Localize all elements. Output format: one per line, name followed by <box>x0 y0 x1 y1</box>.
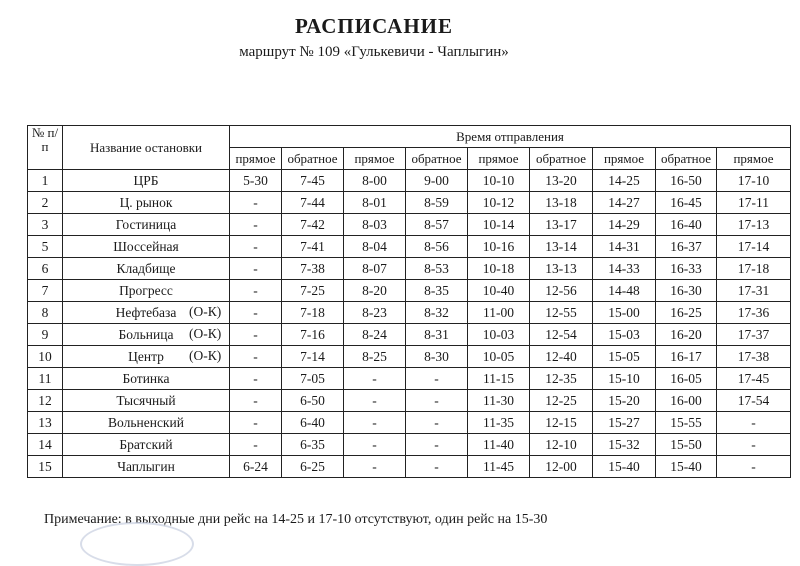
time-cell: 6-50 <box>282 390 344 412</box>
row-number: 11 <box>28 368 63 390</box>
time-cell: 11-15 <box>468 368 530 390</box>
time-cell: 13-20 <box>530 170 593 192</box>
stop-name: Ц. рынок <box>119 194 173 210</box>
table-row <box>28 258 791 280</box>
time-cell: - <box>406 368 468 390</box>
stop-code: (О-К) <box>189 304 222 319</box>
row-number: 2 <box>28 192 63 214</box>
time-cell: 14-31 <box>593 236 656 258</box>
time-cell: 14-27 <box>593 192 656 214</box>
time-cell: 6-35 <box>282 434 344 456</box>
direction-header: прямое <box>468 148 530 170</box>
time-cell: 15-27 <box>593 412 656 434</box>
time-cell: 17-37 <box>717 324 791 346</box>
table-row <box>28 368 791 390</box>
column-header-stop-name: Название остановки <box>63 126 230 170</box>
table-row <box>28 346 791 368</box>
time-cell: - <box>344 412 406 434</box>
time-cell: 17-10 <box>717 170 791 192</box>
direction-header: обратное <box>282 148 344 170</box>
stop-name-cell <box>63 412 230 434</box>
row-number: 8 <box>28 302 63 324</box>
route-subtitle: маршрут № 109 «Гулькевичи - Чаплыгин» <box>239 44 509 60</box>
direction-header: обратное <box>530 148 593 170</box>
direction-header: обратное <box>406 148 468 170</box>
stop-name: Ботинка <box>122 370 170 386</box>
time-cell: - <box>717 456 791 478</box>
stop-name: Прогресс <box>119 282 173 298</box>
time-cell: - <box>344 368 406 390</box>
column-header-departure-time: Время отправления <box>230 126 791 148</box>
time-cell: 14-48 <box>593 280 656 302</box>
table-row <box>28 280 791 302</box>
stop-name-cell <box>63 324 230 346</box>
stop-code: (О-К) <box>189 348 222 363</box>
time-cell: 8-20 <box>344 280 406 302</box>
time-cell: - <box>230 368 282 390</box>
stop-name: Нефтебаза <box>115 304 177 320</box>
stop-name: Кладбище <box>116 260 176 276</box>
time-cell: 7-38 <box>282 258 344 280</box>
time-cell: 7-25 <box>282 280 344 302</box>
stop-name-cell <box>63 346 230 368</box>
stop-name: Шоссейная <box>113 238 179 254</box>
time-cell: - <box>230 214 282 236</box>
direction-header: прямое <box>593 148 656 170</box>
time-cell: 7-14 <box>282 346 344 368</box>
table-row <box>28 412 791 434</box>
time-cell: 11-45 <box>468 456 530 478</box>
stop-name: Тысячный <box>116 392 176 408</box>
row-number: 12 <box>28 390 63 412</box>
time-cell: 14-33 <box>593 258 656 280</box>
time-cell: 12-10 <box>530 434 593 456</box>
time-cell: 15-50 <box>656 434 717 456</box>
time-cell: 13-18 <box>530 192 593 214</box>
stop-name-cell <box>63 280 230 302</box>
stop-name: Братский <box>119 436 173 452</box>
time-cell: - <box>344 456 406 478</box>
time-cell: - <box>344 390 406 412</box>
time-cell: 12-54 <box>530 324 593 346</box>
time-cell: 17-36 <box>717 302 791 324</box>
time-cell: 17-31 <box>717 280 791 302</box>
time-cell: - <box>230 280 282 302</box>
row-number: 7 <box>28 280 63 302</box>
time-cell: 12-15 <box>530 412 593 434</box>
stop-name: Вольненский <box>108 414 184 430</box>
row-number: 10 <box>28 346 63 368</box>
time-cell: 13-14 <box>530 236 593 258</box>
stop-name-cell <box>63 302 230 324</box>
time-cell: 8-35 <box>406 280 468 302</box>
stop-name-cell <box>63 214 230 236</box>
time-cell: - <box>230 302 282 324</box>
row-number: 1 <box>28 170 63 192</box>
time-cell: 8-30 <box>406 346 468 368</box>
time-cell: 12-55 <box>530 302 593 324</box>
column-header-number: № п/п <box>28 126 63 170</box>
time-cell: 11-40 <box>468 434 530 456</box>
stop-name: Больница <box>118 326 174 342</box>
time-cell: 15-55 <box>656 412 717 434</box>
time-cell: 12-00 <box>530 456 593 478</box>
time-cell: 10-03 <box>468 324 530 346</box>
row-number: 6 <box>28 258 63 280</box>
stop-name: Гостиница <box>115 216 177 232</box>
time-cell: 10-40 <box>468 280 530 302</box>
time-cell: - <box>406 456 468 478</box>
time-cell: 6-24 <box>230 456 282 478</box>
stop-code: (О-К) <box>189 326 222 341</box>
time-cell: 7-41 <box>282 236 344 258</box>
time-cell: 17-11 <box>717 192 791 214</box>
time-cell: - <box>230 390 282 412</box>
time-cell: 12-25 <box>530 390 593 412</box>
schedule-table <box>27 125 791 478</box>
direction-header: прямое <box>230 148 282 170</box>
row-number: 15 <box>28 456 63 478</box>
time-cell: 9-00 <box>406 170 468 192</box>
stop-name-cell <box>63 368 230 390</box>
time-cell: - <box>717 412 791 434</box>
time-cell: 8-56 <box>406 236 468 258</box>
time-cell: 10-18 <box>468 258 530 280</box>
time-cell: 7-42 <box>282 214 344 236</box>
time-cell: 10-16 <box>468 236 530 258</box>
stop-name: Чаплыгин <box>117 458 175 474</box>
time-cell: 11-30 <box>468 390 530 412</box>
table-row <box>28 192 791 214</box>
time-cell: 16-45 <box>656 192 717 214</box>
time-cell: 15-00 <box>593 302 656 324</box>
time-cell: 16-37 <box>656 236 717 258</box>
row-number: 14 <box>28 434 63 456</box>
table-row <box>28 390 791 412</box>
time-cell: 17-38 <box>717 346 791 368</box>
time-cell: 12-40 <box>530 346 593 368</box>
table-row <box>28 456 791 478</box>
time-cell: 17-14 <box>717 236 791 258</box>
time-cell: 8-07 <box>344 258 406 280</box>
table-row <box>28 214 791 236</box>
time-cell: 8-53 <box>406 258 468 280</box>
time-cell: 15-32 <box>593 434 656 456</box>
table-row <box>28 302 791 324</box>
time-cell: - <box>230 258 282 280</box>
time-cell: 8-24 <box>344 324 406 346</box>
time-cell: 15-10 <box>593 368 656 390</box>
stop-name: Центр <box>128 348 164 364</box>
time-cell: - <box>230 236 282 258</box>
stop-name-cell <box>63 390 230 412</box>
time-cell: - <box>230 434 282 456</box>
time-cell: 8-31 <box>406 324 468 346</box>
schedule-body <box>28 170 791 478</box>
time-cell: - <box>230 346 282 368</box>
table-row <box>28 236 791 258</box>
footnote: Примечание: в выходные дни рейс на 14-25 и 17-10 отсутствуют, один рейс на 15-30 <box>44 512 548 527</box>
time-cell: 8-59 <box>406 192 468 214</box>
time-cell: - <box>230 412 282 434</box>
time-cell: 17-45 <box>717 368 791 390</box>
table-row <box>28 324 791 346</box>
time-cell: 16-20 <box>656 324 717 346</box>
time-cell: 10-05 <box>468 346 530 368</box>
time-cell: 8-01 <box>344 192 406 214</box>
time-cell: 15-03 <box>593 324 656 346</box>
time-cell: 5-30 <box>230 170 282 192</box>
stop-name-cell <box>63 236 230 258</box>
row-number: 5 <box>28 236 63 258</box>
time-cell: 8-57 <box>406 214 468 236</box>
time-cell: 8-04 <box>344 236 406 258</box>
time-cell: 7-44 <box>282 192 344 214</box>
time-cell: 15-05 <box>593 346 656 368</box>
time-cell: 16-40 <box>656 214 717 236</box>
direction-header: прямое <box>344 148 406 170</box>
time-cell: 16-17 <box>656 346 717 368</box>
time-cell: 7-45 <box>282 170 344 192</box>
time-cell: - <box>230 324 282 346</box>
time-cell: 17-18 <box>717 258 791 280</box>
row-number: 3 <box>28 214 63 236</box>
stamp-mark <box>80 522 194 566</box>
time-cell: - <box>406 412 468 434</box>
time-cell: 10-12 <box>468 192 530 214</box>
time-cell: 16-05 <box>656 368 717 390</box>
time-cell: - <box>344 434 406 456</box>
direction-header: обратное <box>656 148 717 170</box>
time-cell: 7-16 <box>282 324 344 346</box>
time-cell: 16-50 <box>656 170 717 192</box>
time-cell: 14-29 <box>593 214 656 236</box>
time-cell: - <box>717 434 791 456</box>
time-cell: 8-00 <box>344 170 406 192</box>
time-cell: 10-14 <box>468 214 530 236</box>
time-cell: 8-03 <box>344 214 406 236</box>
time-cell: 17-13 <box>717 214 791 236</box>
time-cell: - <box>230 192 282 214</box>
time-cell: 6-40 <box>282 412 344 434</box>
page-title: РАСПИСАНИЕ <box>294 14 454 38</box>
time-cell: 17-54 <box>717 390 791 412</box>
time-cell: 12-56 <box>530 280 593 302</box>
time-cell: 16-30 <box>656 280 717 302</box>
time-cell: 12-35 <box>530 368 593 390</box>
time-cell: 16-00 <box>656 390 717 412</box>
time-cell: 13-13 <box>530 258 593 280</box>
direction-header: прямое <box>717 148 791 170</box>
time-cell: 11-35 <box>468 412 530 434</box>
time-cell: 11-00 <box>468 302 530 324</box>
time-cell: 16-25 <box>656 302 717 324</box>
time-cell: 6-25 <box>282 456 344 478</box>
time-cell: 13-17 <box>530 214 593 236</box>
stop-name-cell <box>63 192 230 214</box>
stop-name-cell <box>63 434 230 456</box>
row-number: 9 <box>28 324 63 346</box>
time-cell: 8-32 <box>406 302 468 324</box>
table-row <box>28 434 791 456</box>
time-cell: 10-10 <box>468 170 530 192</box>
time-cell: 15-20 <box>593 390 656 412</box>
stop-name-cell <box>63 170 230 192</box>
table-row <box>28 170 791 192</box>
stop-name: ЦРБ <box>133 172 159 188</box>
time-cell: 16-33 <box>656 258 717 280</box>
stop-name-cell <box>63 258 230 280</box>
time-cell: - <box>406 434 468 456</box>
time-cell: 7-05 <box>282 368 344 390</box>
time-cell: 15-40 <box>656 456 717 478</box>
stop-name-cell <box>63 456 230 478</box>
row-number: 13 <box>28 412 63 434</box>
time-cell: 8-23 <box>344 302 406 324</box>
time-cell: 7-18 <box>282 302 344 324</box>
time-cell: 14-25 <box>593 170 656 192</box>
time-cell: 15-40 <box>593 456 656 478</box>
time-cell: 8-25 <box>344 346 406 368</box>
time-cell: - <box>406 390 468 412</box>
